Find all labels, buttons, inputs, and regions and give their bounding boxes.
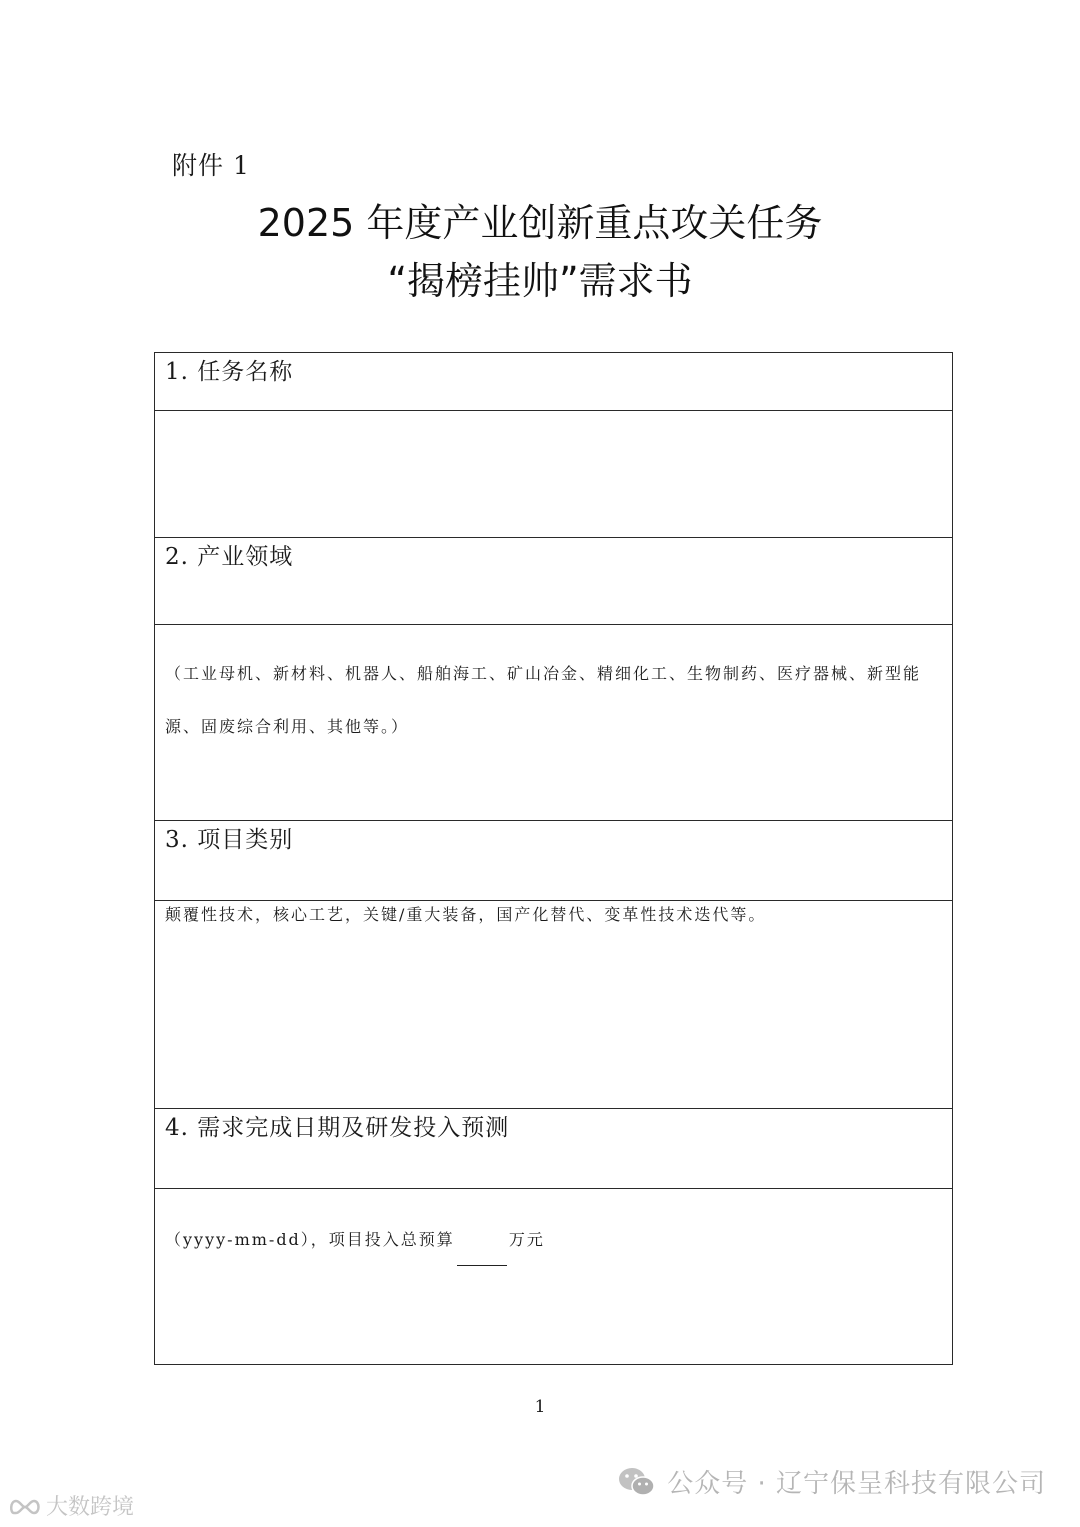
requirement-form-table <box>154 352 953 1365</box>
budget-blank-line[interactable] <box>457 1247 507 1266</box>
category-hint-text: 颠覆性技术，核心工艺，关键/重大装备，国产化替代、变革性技术迭代等。 <box>165 905 767 924</box>
section-header-row <box>155 1109 953 1189</box>
industry-field[interactable] <box>155 625 953 821</box>
loop-watermark <box>8 1490 134 1521</box>
section-heading-category: 3. 项目类别 <box>155 821 953 901</box>
attachment-label: 附件 1 <box>172 151 250 180</box>
section-body-row <box>155 901 953 1109</box>
page-number: 1 <box>534 1397 546 1417</box>
date-budget-prefix: （yyyy-mm-dd），项目投入总预算 <box>165 1230 455 1249</box>
industry-hint-text: （工业母机、新材料、机器人、船舶海工、矿山冶金、精细化工、生物制药、医疗器械、新型能源、固废综合利用、其他等。） <box>165 664 922 736</box>
section-heading-industry: 2. 产业领域 <box>155 538 953 625</box>
loop-logo-icon <box>8 1493 42 1519</box>
section-body-row <box>155 1189 953 1365</box>
budget-unit: 万元 <box>508 1230 545 1249</box>
section-header-row <box>155 353 953 411</box>
category-field[interactable] <box>155 901 953 1109</box>
section-body-row <box>155 411 953 538</box>
section-body-row <box>155 625 953 821</box>
section-heading-date-budget: 4. 需求完成日期及研发投入预测 <box>155 1109 953 1189</box>
task-name-field[interactable] <box>155 411 953 538</box>
document-title-line2: “揭榜挂帅”需求书 <box>387 259 693 303</box>
date-budget-field[interactable] <box>155 1189 953 1365</box>
section-header-row <box>155 538 953 625</box>
loop-watermark-text: 大数跨境 <box>46 1495 135 1520</box>
wechat-icon <box>617 1466 657 1498</box>
section-header-row <box>155 821 953 901</box>
section-heading-task-name: 1. 任务名称 <box>155 353 953 411</box>
document-title-line1: 2025 年度产业创新重点攻关任务 <box>257 201 823 245</box>
wechat-watermark <box>617 1463 1046 1500</box>
watermark-text: 公众号 · 辽宁保呈科技有限公司 <box>667 1469 1046 1499</box>
